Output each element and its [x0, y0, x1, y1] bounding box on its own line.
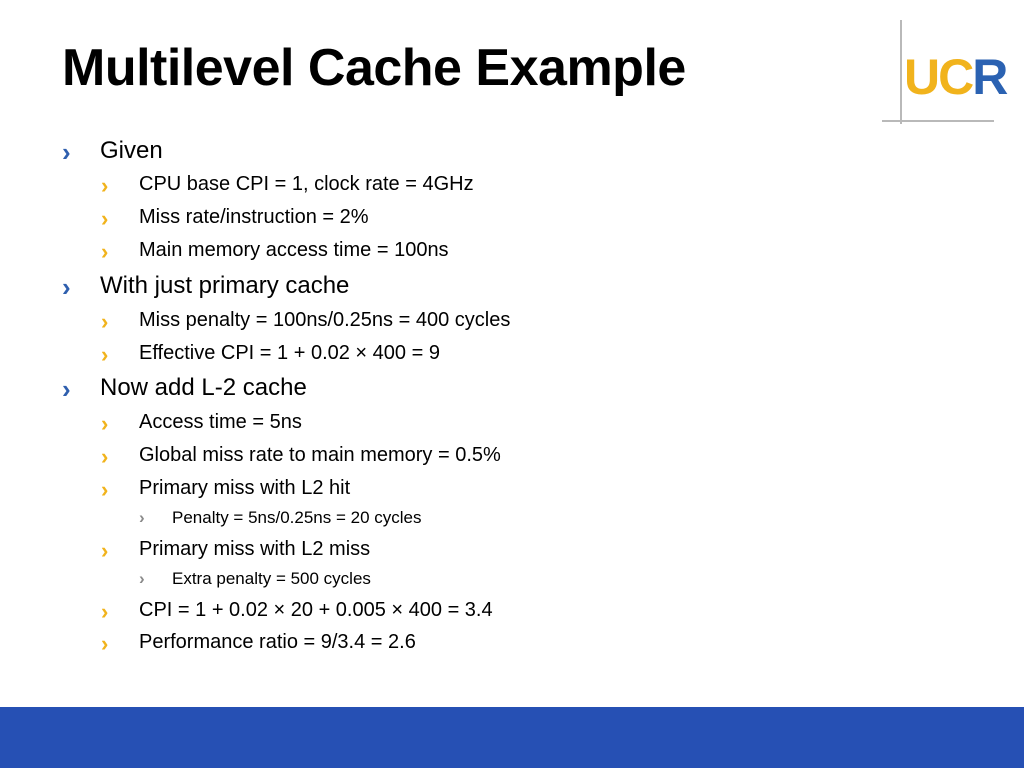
logo-letters [904, 49, 1007, 105]
footer-bar [0, 707, 1024, 768]
bullet-text: Effective CPI = 1 + 0.02 × 400 = 9 [139, 342, 440, 364]
bullet-chevron-icon: › [101, 599, 109, 624]
bullet-chevron-icon: › [139, 508, 145, 527]
bullet-text: CPU base CPI = 1, clock rate = 4GHz [139, 173, 474, 195]
bullet-chevron-icon: › [101, 444, 109, 469]
bullet-chevron-icon: › [62, 137, 71, 167]
logo-letter-r: R [972, 49, 1007, 105]
ucr-logo [882, 18, 1007, 126]
bullet-text: With just primary cache [100, 272, 350, 299]
logo-letter-c: C [938, 49, 973, 105]
bullet-chevron-icon: › [101, 411, 109, 436]
bullet-chevron-icon: › [62, 272, 71, 302]
bullet-chevron-icon: › [101, 631, 109, 656]
bullet-text: Main memory access time = 100ns [139, 239, 449, 261]
bullet-text: Primary miss with L2 miss [139, 538, 371, 560]
bullet-text: Extra penalty = 500 cycles [172, 569, 371, 588]
bullet-chevron-icon: › [101, 477, 109, 502]
bullet-text: CPI = 1 + 0.02 × 20 + 0.005 × 400 = 3.4 [139, 599, 493, 621]
bullet-text: Given [100, 137, 163, 164]
bullet-chevron-icon: › [62, 374, 71, 404]
bullet-text: Performance ratio = 9/3.4 = 2.6 [139, 631, 416, 653]
bullet-text: Miss penalty = 100ns/0.25ns = 400 cycles [139, 309, 511, 331]
bullet-chevron-icon: › [101, 538, 109, 563]
bullet-text: Now add L-2 cache [100, 374, 307, 401]
bullet-text: Penalty = 5ns/0.25ns = 20 cycles [172, 508, 422, 527]
logo-vertical-rule [900, 20, 902, 124]
bullet-text: Miss rate/instruction = 2% [139, 206, 369, 228]
bullet-chevron-icon: › [101, 239, 109, 264]
logo-letter-u: U [904, 49, 939, 105]
logo-horizontal-rule [882, 120, 994, 122]
bullet-chevron-icon: › [101, 206, 109, 231]
bullet-text: Primary miss with L2 hit [139, 477, 351, 499]
bullet-chevron-icon: › [139, 569, 145, 588]
bullet-chevron-icon: › [101, 173, 109, 198]
bullet-chevron-icon: › [101, 309, 109, 334]
slide-title: Multilevel Cache Example [62, 39, 686, 97]
bullet-text: Global miss rate to main memory = 0.5% [139, 444, 501, 466]
bullet-text: Access time = 5ns [139, 411, 302, 433]
bullet-chevron-icon: › [101, 342, 109, 367]
